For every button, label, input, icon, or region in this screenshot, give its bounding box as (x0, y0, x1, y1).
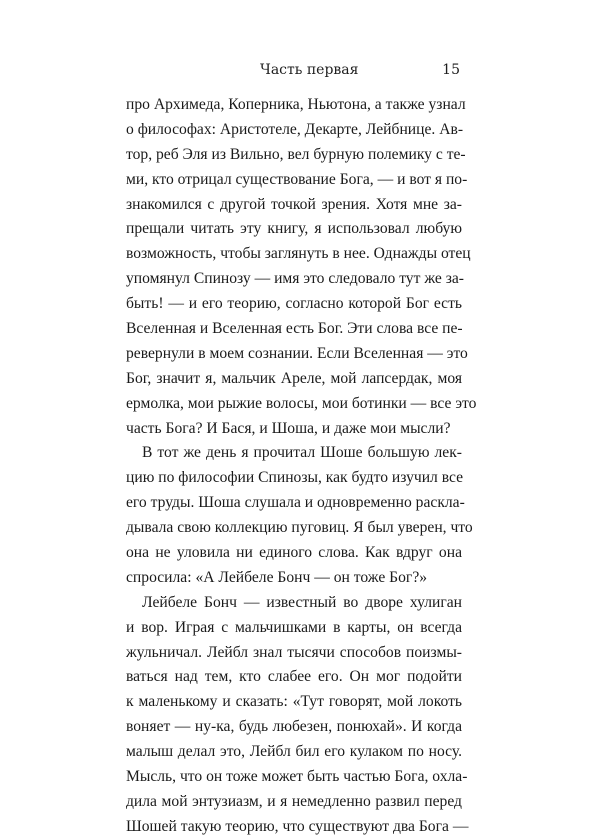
text-line: и вор. Играя с мальчишками в карты, он всегда (126, 618, 462, 636)
text-line: она не уловила ни единого слова. Как вдруг она (126, 544, 462, 562)
text-line: возможность, чтобы заглянуть в нее. Однажды отец (126, 245, 471, 263)
text-line: Лейбеле Бонч — известный во дворе хулиган (142, 593, 462, 611)
text-line: к маленькому и сказать: «Тут говорят, мой локоть (126, 693, 462, 711)
text-line: тор, реб Эля из Вильно, вел бурную полемику с те- (126, 145, 466, 163)
text-line: прещали читать эту книгу, я использовал любую (126, 220, 462, 238)
text-line: спросила: «А Лейбеле Бонч — он тоже Бог?» (126, 568, 428, 586)
text-line: упомянул Спинозу — имя это следовало тут же за- (126, 270, 464, 288)
text-line: ми, кто отрицал существование Бога, — и вот я по- (126, 170, 468, 188)
text-line: Шошей такую теорию, что существуют два Бога — (126, 817, 469, 835)
text-line: воняет — ну-ка, будь любезен, понюхай». И когда (126, 718, 462, 736)
text-line: ревернули в моем сознании. Если Вселенная — это (126, 344, 468, 362)
text-line: дывала свою коллекцию пуговиц. Я был уверен, что (126, 519, 473, 537)
body-text (126, 93, 477, 840)
text-line: знакомился с другой точкой зрения. Хотя мне за- (126, 195, 462, 213)
text-line: Бог, значит я, мальчик Ареле, мой лапсердак, моя (126, 369, 462, 387)
paragraph (126, 591, 469, 840)
text-line: быть! — и его теорию, согласно которой Бог есть (126, 295, 462, 313)
page-number: 15 (442, 62, 460, 78)
text-line: цию по философии Спинозы, как будто изучил все (126, 469, 464, 487)
text-line: ваться над тем, кто слабее его. Он мог подойти (126, 668, 462, 686)
running-head (140, 62, 460, 82)
text-line: малыш делал это, Лейбл бил его кулаком по носу. (126, 743, 462, 761)
text-line: про Архимеда, Коперника, Ньютона, а также узнал (126, 96, 466, 113)
text-line: дила мой энтузиазм, и я немедленно развил перед (126, 792, 462, 810)
text-line: Мысль, что он тоже может быть частью Бога, охла- (126, 768, 468, 786)
paragraph (126, 441, 473, 590)
text-line: его труды. Шоша слушала и одновременно раскла- (126, 494, 465, 512)
section-title: Часть первая (260, 62, 359, 78)
text-line: ермолка, мои рыжие волосы, мои ботинки — все это (126, 394, 477, 412)
text-line: часть Бога? И Бася, и Шоша, и даже мои мысли? (126, 419, 451, 437)
text-line: о философах: Аристотеле, Декарте, Лейбнице. Ав- (126, 120, 464, 138)
paragraph (126, 93, 477, 441)
text-line: Вселенная и Вселенная есть Бог. Эти слова все пе- (126, 320, 463, 338)
text-line: В тот же день я прочитал Шоше большую лек- (142, 444, 462, 462)
text-line: жульничал. Лейбл знал тысячи способов поизмы- (126, 643, 462, 661)
